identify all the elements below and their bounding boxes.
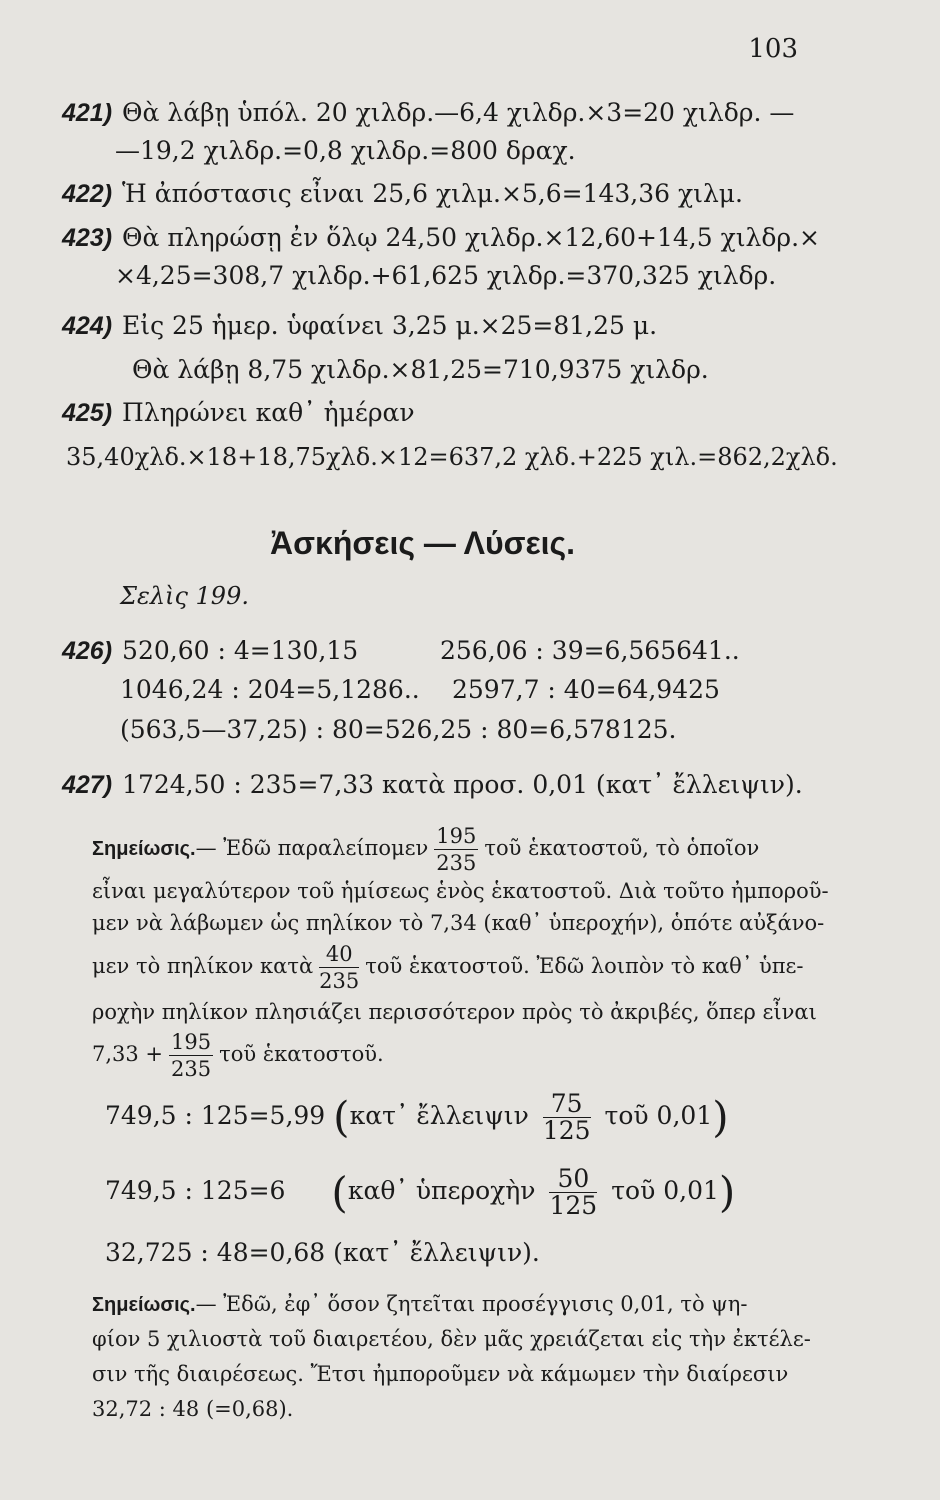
answer-421-line-1 — [62, 98, 794, 128]
answer-423-line-1 — [62, 223, 820, 253]
calc-line-2 — [105, 1163, 735, 1221]
note-1-line-1 — [92, 822, 759, 876]
answer-426-line-1 — [62, 636, 358, 666]
calc-line-3: 32,725 : 48=0,68 (κατ᾽ ἔλλειψιν). — [105, 1238, 540, 1267]
answer-text: Πληρώνει καθ᾽ ἡμέραν — [122, 398, 415, 427]
section-heading: Ἀσκήσεις — Λύσεις. — [270, 525, 576, 561]
denominator: 235 — [319, 969, 360, 993]
open-paren: ( — [331, 1167, 348, 1217]
answer-421-line-2: —19,2 χιλδρ.=0,8 χιλδρ.=800 δραχ. — [115, 136, 576, 165]
calc-line-1 — [105, 1088, 729, 1146]
answer-number: 425) — [62, 399, 113, 427]
calc-expression: 749,5 : 125=6 — [105, 1176, 286, 1205]
fraction — [319, 941, 359, 994]
note-1-line-5: ροχὴν πηλίκον πλησιάζει περισσότερον πρὸς τὸ ἀκριβές, ὅπερ εἶναι — [92, 1000, 817, 1024]
numerator: 50 — [549, 1166, 597, 1193]
answer-text: Ἡ ἀπόστασις εἶναι 25,6 χιλμ.×5,6=143,36 χιλμ. — [122, 179, 744, 208]
calc-note: καθ᾽ ὑπεροχὴν — [347, 1176, 536, 1205]
division-full: (563,5—37,25) : 80=526,25 : 80=6,578125. — [120, 715, 677, 744]
note-1-line-3: μεν νὰ λάβωμεν ὡς πηλίκον τὸ 7,34 (καθ᾽ ὑπεροχήν), ὁπότε αὐξάνο- — [92, 911, 825, 935]
calc-unit: τοῦ 0,01 — [604, 1101, 713, 1130]
answer-text: Εἰς 25 ἡμερ. ὑφαίνει 3,25 μ.×25=81,25 μ. — [122, 311, 658, 340]
open-paren: ( — [333, 1092, 350, 1142]
answer-423-line-2: ×4,25=308,7 χιλδρ.+61,625 χιλδρ.=370,325 χιλδρ. — [115, 261, 777, 290]
page-number: 103 — [748, 34, 798, 64]
answer-number: 423) — [62, 224, 113, 252]
note-text: — Ἐδῶ παραλείπομεν — [195, 836, 429, 860]
note-2-line-1 — [92, 1289, 747, 1320]
note-1-line-4 — [92, 940, 804, 994]
answer-number: 421) — [62, 99, 113, 127]
answer-424-line-2: Θὰ λάβῃ 8,75 χιλδρ.×81,25=710,9375 χιλδρ. — [132, 355, 709, 384]
division-left: 520,60 : 4=130,15 — [122, 636, 359, 665]
note-1-line-2: εἶναι μεγαλύτερον τοῦ ἡμίσεως ἑνὸς ἑκατοστοῦ. Διὰ τοῦτο ἠμποροῦ- — [92, 879, 829, 903]
numerator: 75 — [543, 1091, 591, 1118]
note-text: μεν τὸ πηλίκον κατὰ — [92, 954, 314, 978]
page-reference: Σελὶς 199. — [120, 582, 249, 610]
fraction — [543, 1091, 591, 1144]
answer-425-line-2: 35,40χλδ.×18+18,75χλδ.×12=637,2 χλδ.+225 χιλ.=862,2χλδ. — [66, 443, 838, 471]
answer-text: Θὰ λάβῃ ὑπόλ. 20 χιλδρ.—6,4 χιλδρ.×3=20 χιλδρ. — — [122, 98, 795, 127]
note-2-line-3: σιν τῆς διαιρέσεως. Ἔτσι ἠμποροῦμεν νὰ κάμωμεν τὴν διαίρεσιν — [92, 1362, 789, 1386]
answer-text: Θὰ πληρώσῃ ἐν ὅλῳ 24,50 χιλδρ.×12,60+14,5 χιλδρ.× — [122, 223, 821, 252]
calc-unit: τοῦ 0,01 — [611, 1176, 719, 1205]
calc-note: κατ᾽ ἔλλειψιν — [349, 1101, 529, 1130]
numerator: 195 — [171, 1030, 212, 1054]
fraction — [169, 1029, 213, 1082]
note-text: — Ἐδῶ, ἐφ᾽ ὅσον ζητεῖται προσέγγισις 0,01, τὸ ψη- — [195, 1292, 748, 1316]
answer-425-line-1 — [62, 398, 415, 428]
note-2-line-2: φίον 5 χιλιοστὰ τοῦ διαιρετέου, δὲν μᾶς χρειάζεται εἰς τὴν ἐκτέλε- — [92, 1327, 811, 1351]
answer-number: 422) — [62, 180, 113, 208]
division-left: 1046,24 : 204=5,1286.. — [120, 675, 420, 704]
calc-expression: 749,5 : 125=5,99 — [105, 1101, 326, 1130]
fraction — [434, 823, 478, 876]
division-right: 2597,7 : 40=64,9425 — [452, 675, 720, 704]
answer-427 — [62, 770, 803, 800]
answer-number: 427) — [62, 771, 113, 799]
note-text: τοῦ ἑκατοστοῦ. — [219, 1042, 384, 1066]
answer-number: 426) — [62, 637, 113, 665]
numerator: 195 — [436, 824, 477, 848]
note-label: Σημείωσις. — [92, 1294, 196, 1316]
division-right: 256,06 : 39=6,565641.. — [440, 636, 740, 665]
note-label: Σημείωσις. — [92, 838, 196, 860]
denominator: 235 — [171, 1057, 212, 1081]
note-text: τοῦ ἑκατοστοῦ, τὸ ὁποῖον — [484, 836, 760, 860]
answer-text: 1724,50 : 235=7,33 κατὰ προσ. 0,01 (κατ᾽ ἔλλειψιν). — [122, 770, 803, 799]
close-paren: ) — [718, 1167, 736, 1217]
numerator: 40 — [319, 941, 359, 968]
answer-424-line-1 — [62, 311, 657, 341]
note-text: τοῦ ἑκατοστοῦ. Ἐδῶ λοιπὸν τὸ καθ᾽ ὑπε- — [365, 954, 804, 978]
denominator: 125 — [549, 1191, 598, 1220]
close-paren: ) — [712, 1092, 729, 1142]
denominator: 235 — [436, 851, 477, 875]
answer-number: 424) — [62, 312, 113, 340]
note-2-line-4: 32,72 : 48 (=0,68). — [92, 1397, 294, 1421]
answer-422-line-1 — [62, 179, 743, 209]
note-1-line-6 — [92, 1028, 384, 1082]
fraction — [549, 1166, 597, 1219]
note-text: 7,33 + — [92, 1042, 164, 1066]
denominator: 125 — [542, 1116, 591, 1145]
